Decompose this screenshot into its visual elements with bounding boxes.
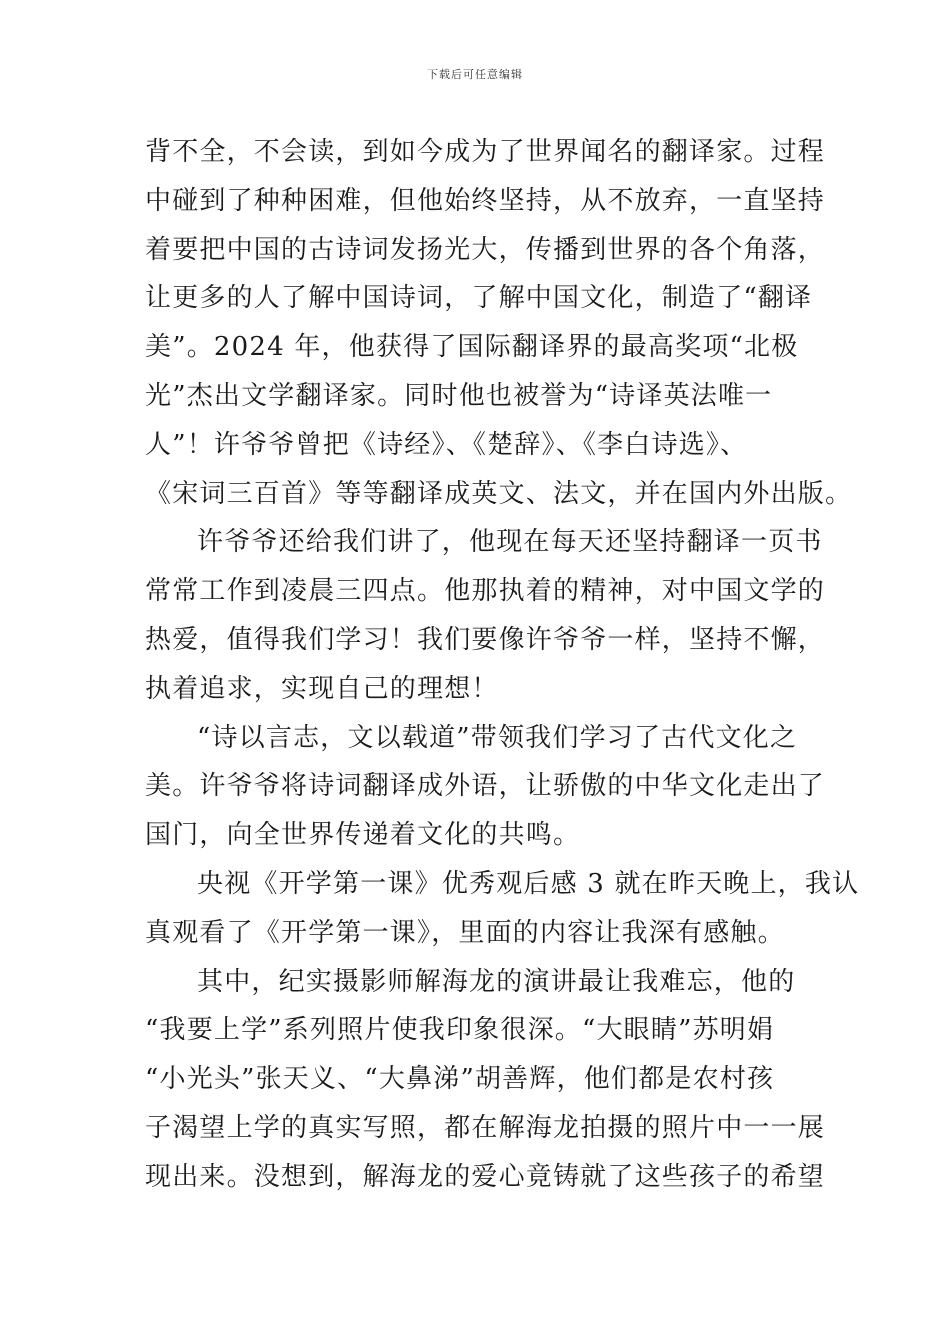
- text-line: 背不全，不会读，到如今成为了世界闻名的翻译家。过程: [145, 137, 826, 167]
- text-line: 子渴望上学的真实写照，都在解海龙拍摄的照片中一一展: [145, 1112, 826, 1143]
- text-line: “我要上学”系列照片使我印象很深。“大眼睛”苏明娟: [145, 1015, 775, 1046]
- text-line: 《宋词三百首》等等翻译成英文、法文，并在国内外出版。: [145, 478, 853, 509]
- text-line: 现出来。没想到，解海龙的爱心竟铸就了这些孩子的希望: [145, 1161, 826, 1192]
- page-header: 下载后可任意编辑: [427, 68, 523, 81]
- text-line: 常常工作到凌晨三四点。他那执着的精神，对中国文学的: [145, 576, 826, 607]
- text-line: 国门，向全世界传递着文化的共鸣。: [145, 820, 581, 851]
- document-body: [145, 128, 860, 1202]
- text-line: 让更多的人了解中国诗词，了解中国文化，制造了“翻译: [145, 283, 813, 314]
- text-line: 美”。2024 年，他获得了国际翻译界的最高奖项“北极: [145, 332, 799, 363]
- paragraph-start-line: 许爷爷还给我们讲了，他现在每天还坚持翻译一页书: [197, 527, 823, 558]
- text-line: 人”！许爷爷曾把《诗经》、《楚辞》、《李白诗选》、: [145, 429, 748, 460]
- text-line: 真观看了《开学第一课》，里面的内容让我深有感触。: [145, 917, 785, 948]
- text-line: 美。许爷爷将诗词翻译成外语，让骄傲的中华文化走出了: [145, 771, 826, 802]
- text-line: 光”杰出文学翻译家。同时他也被誉为“诗译英法唯一: [145, 380, 773, 411]
- text-line: 热爱，值得我们学习！我们要像许爷爷一样，坚持不懈，: [145, 624, 826, 655]
- text-line: 中碰到了种种困难，但他始终坚持，从不放弃，一直坚持: [145, 185, 826, 216]
- text-line: 执着追求，实现自己的理想！: [145, 673, 499, 704]
- text-line: “小光头”张天义、“大鼻涕”胡善辉，他们都是农村孩: [145, 1064, 775, 1095]
- paragraph-start-line: 央视《开学第一课》优秀观后感 3 就在昨天晚上，我认: [197, 868, 860, 899]
- text-line: 着要把中国的古诗词发扬光大，传播到世界的各个角落，: [145, 234, 826, 265]
- paragraph-start-line: “诗以言志，文以载道”带领我们学习了古代文化之: [197, 722, 798, 753]
- paragraph-start-line: 其中，纪实摄影师解海龙的演讲最让我难忘，他的: [197, 966, 796, 997]
